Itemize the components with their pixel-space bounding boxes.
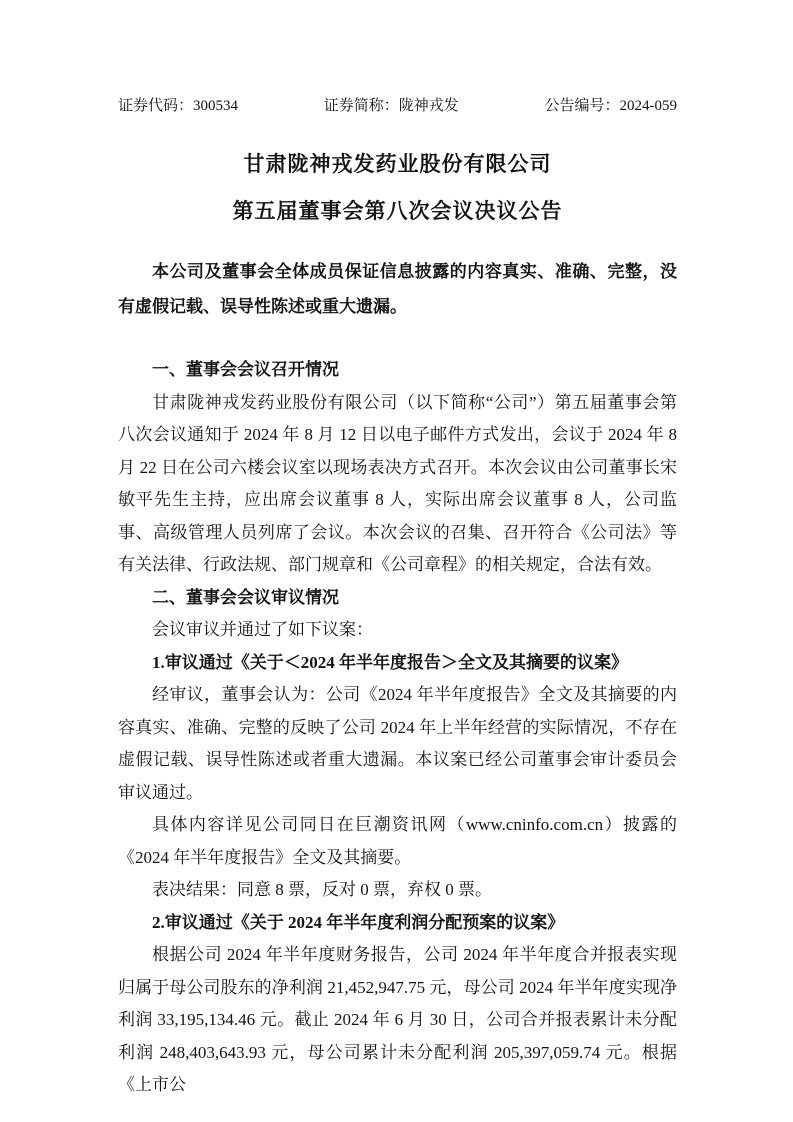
resolution-2-heading: 2.审议通过《关于 2024 年半年度利润分配预案的议案》 xyxy=(152,912,565,932)
section-2-heading: 二、董事会会议审议情况 xyxy=(152,587,339,607)
announcement-title: 第五届董事会第八次会议决议公告 xyxy=(232,199,563,223)
stock-abbr-text: 证券简称：陇神戎发 xyxy=(323,98,459,114)
resolution-1-paragraph-2: 具体内容详见公司同日在巨潮资讯网（www.cninfo.com.cn）披露的《2024 年半年度报告》全文及其摘要。 xyxy=(118,815,677,867)
section-1-paragraph: 甘肃陇神戎发药业股份有限公司（以下简称“公司”）第五届董事会第八次会议通知于 2024 年 8 月 12 日以电子邮件方式发出，会议于 2024 年 8 月 22 日在公司六楼会议室以现场表决方式召开。本次会议由公司董事长宋敏平先生主持，应出席会议董事 8 人，实际出席会议董事 8 人，公司监事、高级管理人员列席了会议。本次会议的召集、召开符合《公司法》等有关法律、行政法规、部门规章和《公司章程》的相关规定，合法有效。 xyxy=(118,392,677,574)
page-content xyxy=(0,95,793,1102)
section-2-intro: 会议审议并通过了如下议案： xyxy=(152,620,373,639)
resolution-1-heading: 1.审议通过《关于＜2024 年半年度报告＞全文及其摘要的议案》 xyxy=(152,652,628,672)
company-title: 甘肃陇神戎发药业股份有限公司 xyxy=(243,152,552,176)
resolution-1-paragraph-1: 经审议，董事会认为：公司《2024 年半年度报告》全文及其摘要的内容真实、准确、完整的反映了公司 2024 年上半年经营的实际情况，不存在虚假记载、误导性陈述或者重大遗漏。本议案已经公司董事会审计委员会审议通过。 xyxy=(118,685,677,802)
announcement-number-text: 公告编号：2024-059 xyxy=(544,98,677,114)
resolution-2-paragraph-1: 根据公司 2024 年半年度财务报告，公司 2024 年半年度合并报表实现归属于母公司股东的净利润 21,452,947.75 元，母公司 2024 年半年度实现净利润 33,195,134.46 元。截止 2024 年 6 月 30 日，公司合并报表累计未分配利润 248,403,643.93 元，母公司累计未分配利润 205,397,059.74 元。根据《上市公 xyxy=(118,945,677,1094)
stock-code-text: 证券代码：300534 xyxy=(118,98,239,114)
document-body xyxy=(118,354,677,1102)
resolution-1-vote-result: 表决结果：同意 8 票，反对 0 票，弃权 0 票。 xyxy=(152,880,492,899)
section-1-heading: 一、董事会会议召开情况 xyxy=(152,360,339,379)
securities-header-row xyxy=(118,95,677,117)
disclaimer-paragraph: 本公司及董事会全体成员保证信息披露的内容真实、准确、完整，没有虚假记载、误导性陈述或重大遗漏。 xyxy=(118,262,677,316)
